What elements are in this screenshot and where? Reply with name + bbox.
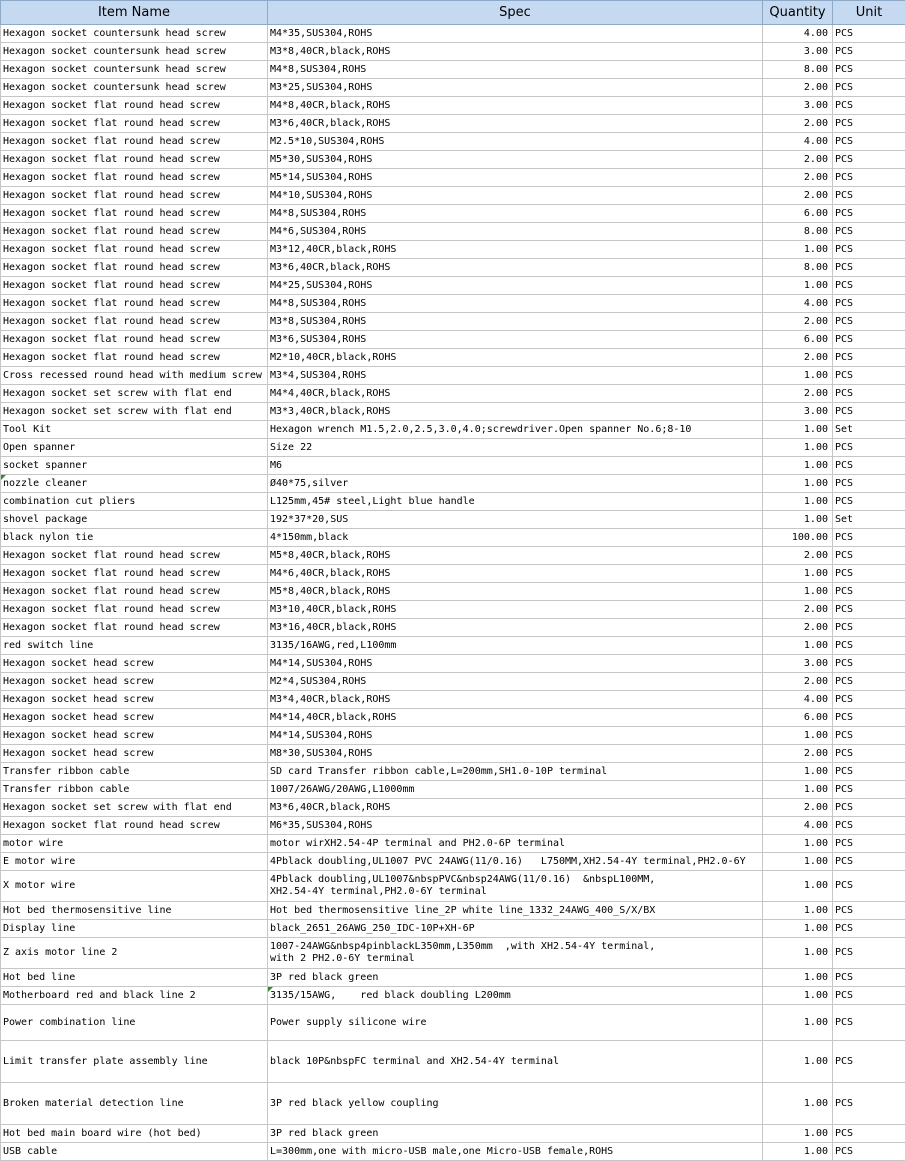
cell-unit[interactable]: PCS bbox=[833, 259, 905, 277]
cell-spec[interactable]: Power supply silicone wire bbox=[268, 1005, 763, 1041]
cell-unit[interactable]: PCS bbox=[833, 295, 905, 313]
cell-quantity[interactable]: 1.00 bbox=[763, 987, 833, 1005]
cell-spec[interactable]: M6*35,SUS304,ROHS bbox=[268, 817, 763, 835]
cell-item-name[interactable]: Hexagon socket flat round head screw bbox=[1, 241, 268, 259]
cell-item-name[interactable]: Hexagon socket flat round head screw bbox=[1, 349, 268, 367]
cell-unit[interactable]: PCS bbox=[833, 745, 905, 763]
cell-item-name[interactable]: Hexagon socket flat round head screw bbox=[1, 619, 268, 637]
cell-item-name[interactable]: Hexagon socket set screw with flat end bbox=[1, 799, 268, 817]
cell-item-name[interactable]: X motor wire bbox=[1, 871, 268, 902]
cell-unit[interactable]: PCS bbox=[833, 817, 905, 835]
cell-quantity[interactable]: 2.00 bbox=[763, 619, 833, 637]
table-row bbox=[1, 205, 905, 223]
cell-unit[interactable]: PCS bbox=[833, 655, 905, 673]
cell-spec[interactable]: M3*25,SUS304,ROHS bbox=[268, 79, 763, 97]
cell-spec[interactable]: M2*4,SUS304,ROHS bbox=[268, 673, 763, 691]
cell-item-name[interactable]: shovel package bbox=[1, 511, 268, 529]
table-row bbox=[1, 871, 905, 902]
cell-item-name[interactable]: Display line bbox=[1, 920, 268, 938]
cell-quantity[interactable]: 1.00 bbox=[763, 969, 833, 987]
cell-item-name[interactable]: Hexagon socket countersunk head screw bbox=[1, 43, 268, 61]
cell-spec[interactable]: 4Pblack doubling,UL1007&nbspPVC&nbsp24AWG(11/0.16) &nbspL100MM, XH2.54-4Y terminal,PH2.0-6Y terminal bbox=[268, 871, 763, 902]
table-row bbox=[1, 727, 905, 745]
cell-item-name[interactable]: Hexagon socket head screw bbox=[1, 727, 268, 745]
cell-quantity[interactable]: 1.00 bbox=[763, 781, 833, 799]
cell-item-name[interactable]: Broken material detection line bbox=[1, 1083, 268, 1125]
cell-quantity[interactable]: 2.00 bbox=[763, 169, 833, 187]
cell-item-name[interactable]: Hexagon socket flat round head screw bbox=[1, 133, 268, 151]
cell-item-name[interactable]: Hexagon socket head screw bbox=[1, 673, 268, 691]
header-unit[interactable]: Unit bbox=[833, 1, 905, 25]
table-row bbox=[1, 835, 905, 853]
cell-unit[interactable]: Set bbox=[833, 421, 905, 439]
table-row bbox=[1, 439, 905, 457]
cell-spec[interactable]: M4*6,40CR,black,ROHS bbox=[268, 565, 763, 583]
table-row bbox=[1, 637, 905, 655]
cell-quantity[interactable]: 4.00 bbox=[763, 133, 833, 151]
cell-unit[interactable]: PCS bbox=[833, 43, 905, 61]
cell-unit[interactable]: PCS bbox=[833, 169, 905, 187]
cell-quantity[interactable]: 1.00 bbox=[763, 1143, 833, 1161]
header-spec[interactable]: Spec bbox=[268, 1, 763, 25]
cell-quantity[interactable]: 8.00 bbox=[763, 259, 833, 277]
cell-quantity[interactable]: 1.00 bbox=[763, 439, 833, 457]
cell-spec[interactable]: Size 22 bbox=[268, 439, 763, 457]
cell-unit[interactable]: PCS bbox=[833, 565, 905, 583]
cell-item-name[interactable]: Motherboard red and black line 2 bbox=[1, 987, 268, 1005]
cell-spec[interactable]: SD card Transfer ribbon cable,L=200mm,SH1.0-10P terminal bbox=[268, 763, 763, 781]
table-row bbox=[1, 421, 905, 439]
cell-item-name[interactable]: Hexagon socket flat round head screw bbox=[1, 97, 268, 115]
table-row bbox=[1, 313, 905, 331]
cell-item-name[interactable]: USB cable bbox=[1, 1143, 268, 1161]
cell-spec[interactable]: Hexagon wrench M1.5,2.0,2.5,3.0,4.0;screwdriver.Open spanner No.6;8-10 bbox=[268, 421, 763, 439]
cell-item-name[interactable]: Hexagon socket flat round head screw bbox=[1, 169, 268, 187]
cell-item-name[interactable]: Z axis motor line 2 bbox=[1, 938, 268, 969]
table-row bbox=[1, 673, 905, 691]
cell-item-name[interactable]: Hexagon socket flat round head screw bbox=[1, 187, 268, 205]
cell-quantity[interactable]: 3.00 bbox=[763, 403, 833, 421]
cell-quantity[interactable]: 2.00 bbox=[763, 79, 833, 97]
cell-quantity[interactable]: 4.00 bbox=[763, 295, 833, 313]
table-row bbox=[1, 817, 905, 835]
cell-unit[interactable]: PCS bbox=[833, 151, 905, 169]
cell-unit[interactable]: PCS bbox=[833, 205, 905, 223]
cell-item-name[interactable]: Transfer ribbon cable bbox=[1, 781, 268, 799]
cell-item-name[interactable]: Hexagon socket countersunk head screw bbox=[1, 79, 268, 97]
cell-item-name[interactable]: Hexagon socket flat round head screw bbox=[1, 295, 268, 313]
cell-spec[interactable]: black_2651_26AWG_250_IDC-10P+XH-6P bbox=[268, 920, 763, 938]
cell-unit[interactable]: PCS bbox=[833, 969, 905, 987]
cell-unit[interactable]: PCS bbox=[833, 920, 905, 938]
cell-spec[interactable]: 192*37*20,SUS bbox=[268, 511, 763, 529]
cell-spec[interactable]: M3*6,40CR,black,ROHS bbox=[268, 259, 763, 277]
cell-quantity[interactable]: 1.00 bbox=[763, 920, 833, 938]
cell-spec[interactable]: M5*30,SUS304,ROHS bbox=[268, 151, 763, 169]
cell-quantity[interactable]: 1.00 bbox=[763, 1083, 833, 1125]
cell-spec[interactable]: M3*3,40CR,black,ROHS bbox=[268, 403, 763, 421]
cell-unit[interactable]: PCS bbox=[833, 1083, 905, 1125]
cell-unit[interactable]: PCS bbox=[833, 25, 905, 43]
table-row bbox=[1, 619, 905, 637]
cell-quantity[interactable]: 1.00 bbox=[763, 565, 833, 583]
table-row bbox=[1, 493, 905, 511]
cell-item-name[interactable]: Hexagon socket head screw bbox=[1, 655, 268, 673]
table-row bbox=[1, 385, 905, 403]
cell-item-name[interactable]: Hexagon socket flat round head screw bbox=[1, 583, 268, 601]
table-row bbox=[1, 529, 905, 547]
cell-unit[interactable]: PCS bbox=[833, 938, 905, 969]
cell-unit[interactable]: PCS bbox=[833, 1041, 905, 1083]
table-row bbox=[1, 43, 905, 61]
cell-item-name[interactable]: Hexagon socket set screw with flat end bbox=[1, 403, 268, 421]
cell-quantity[interactable]: 1.00 bbox=[763, 475, 833, 493]
cell-unit[interactable]: PCS bbox=[833, 619, 905, 637]
cell-quantity[interactable]: 1.00 bbox=[763, 1041, 833, 1083]
cell-unit[interactable]: PCS bbox=[833, 835, 905, 853]
cell-unit[interactable]: PCS bbox=[833, 871, 905, 902]
table-row bbox=[1, 259, 905, 277]
table-row bbox=[1, 781, 905, 799]
cell-spec[interactable]: M2*10,40CR,black,ROHS bbox=[268, 349, 763, 367]
cell-quantity[interactable]: 2.00 bbox=[763, 115, 833, 133]
cell-quantity[interactable]: 6.00 bbox=[763, 205, 833, 223]
cell-spec[interactable]: 3P red black green bbox=[268, 969, 763, 987]
cell-item-name[interactable]: Hexagon socket flat round head screw bbox=[1, 259, 268, 277]
cell-spec[interactable]: M3*12,40CR,black,ROHS bbox=[268, 241, 763, 259]
table-row bbox=[1, 987, 905, 1005]
cell-unit[interactable]: PCS bbox=[833, 457, 905, 475]
cell-quantity[interactable]: 1.00 bbox=[763, 637, 833, 655]
cell-quantity[interactable]: 2.00 bbox=[763, 349, 833, 367]
cell-quantity[interactable]: 3.00 bbox=[763, 97, 833, 115]
table-row bbox=[1, 331, 905, 349]
cell-item-name[interactable]: Hexagon socket flat round head screw bbox=[1, 115, 268, 133]
cell-unit[interactable]: PCS bbox=[833, 97, 905, 115]
cell-quantity[interactable]: 1.00 bbox=[763, 763, 833, 781]
cell-item-name[interactable]: Limit transfer plate assembly line bbox=[1, 1041, 268, 1083]
cell-spec[interactable]: M4*8,SUS304,ROHS bbox=[268, 61, 763, 79]
cell-spec[interactable]: M4*8,SUS304,ROHS bbox=[268, 295, 763, 313]
cell-spec[interactable]: 3135/16AWG,red,L100mm bbox=[268, 637, 763, 655]
cell-unit[interactable]: PCS bbox=[833, 115, 905, 133]
cell-quantity[interactable]: 1.00 bbox=[763, 583, 833, 601]
cell-unit[interactable]: PCS bbox=[833, 439, 905, 457]
cell-quantity[interactable]: 1.00 bbox=[763, 938, 833, 969]
cell-item-name[interactable]: Hexagon socket head screw bbox=[1, 691, 268, 709]
cell-item-name[interactable]: Hot bed thermosensitive line bbox=[1, 902, 268, 920]
cell-quantity[interactable]: 4.00 bbox=[763, 817, 833, 835]
cell-spec[interactable]: M3*10,40CR,black,ROHS bbox=[268, 601, 763, 619]
cell-quantity[interactable]: 1.00 bbox=[763, 902, 833, 920]
cell-spec[interactable]: M3*16,40CR,black,ROHS bbox=[268, 619, 763, 637]
cell-item-name[interactable]: Hexagon socket countersunk head screw bbox=[1, 61, 268, 79]
cell-item-name[interactable]: Hexagon socket flat round head screw bbox=[1, 151, 268, 169]
header-item-name[interactable]: Item Name bbox=[1, 1, 268, 25]
cell-item-name[interactable]: motor wire bbox=[1, 835, 268, 853]
cell-quantity[interactable]: 6.00 bbox=[763, 709, 833, 727]
cell-quantity[interactable]: 100.00 bbox=[763, 529, 833, 547]
table-row bbox=[1, 79, 905, 97]
cell-quantity[interactable]: 8.00 bbox=[763, 223, 833, 241]
table-row bbox=[1, 151, 905, 169]
cell-spec[interactable]: M5*8,40CR,black,ROHS bbox=[268, 583, 763, 601]
table-row bbox=[1, 709, 905, 727]
cell-unit[interactable]: Set bbox=[833, 511, 905, 529]
cell-item-name[interactable]: Hexagon socket flat round head screw bbox=[1, 601, 268, 619]
table-row bbox=[1, 691, 905, 709]
cell-item-name[interactable]: Hexagon socket countersunk head screw bbox=[1, 25, 268, 43]
cell-unit[interactable]: PCS bbox=[833, 853, 905, 871]
cell-quantity[interactable]: 4.00 bbox=[763, 25, 833, 43]
cell-spec[interactable]: M3*8,40CR,black,ROHS bbox=[268, 43, 763, 61]
cell-spec[interactable]: motor wirXH2.54-4P terminal and PH2.0-6P terminal bbox=[268, 835, 763, 853]
cell-spec[interactable]: M4*8,40CR,black,ROHS bbox=[268, 97, 763, 115]
cell-unit[interactable]: PCS bbox=[833, 133, 905, 151]
cell-spec[interactable]: M2.5*10,SUS304,ROHS bbox=[268, 133, 763, 151]
cell-quantity[interactable]: 1.00 bbox=[763, 421, 833, 439]
table-row bbox=[1, 902, 905, 920]
cell-quantity[interactable]: 1.00 bbox=[763, 367, 833, 385]
table-row bbox=[1, 277, 905, 295]
cell-spec[interactable]: L125mm,45# steel,Light blue handle bbox=[268, 493, 763, 511]
table-row bbox=[1, 25, 905, 43]
cell-item-name[interactable]: Hexagon socket flat round head screw bbox=[1, 277, 268, 295]
cell-spec[interactable]: Hot bed thermosensitive line_2P white line_1332_24AWG_400_S/X/BX bbox=[268, 902, 763, 920]
table-body bbox=[1, 25, 905, 1161]
table-row bbox=[1, 241, 905, 259]
cell-spec[interactable]: M3*6,40CR,black,ROHS bbox=[268, 115, 763, 133]
cell-quantity[interactable]: 1.00 bbox=[763, 511, 833, 529]
table-row bbox=[1, 601, 905, 619]
cell-spec[interactable]: M3*8,SUS304,ROHS bbox=[268, 313, 763, 331]
table-row bbox=[1, 223, 905, 241]
header-row bbox=[1, 1, 905, 25]
cell-unit[interactable]: PCS bbox=[833, 187, 905, 205]
table-row bbox=[1, 511, 905, 529]
cell-item-name[interactable]: red switch line bbox=[1, 637, 268, 655]
cell-spec[interactable]: M4*4,40CR,black,ROHS bbox=[268, 385, 763, 403]
cell-item-name[interactable]: E motor wire bbox=[1, 853, 268, 871]
cell-item-name[interactable]: Hexagon socket flat round head screw bbox=[1, 313, 268, 331]
table-row bbox=[1, 97, 905, 115]
cell-quantity[interactable]: 1.00 bbox=[763, 493, 833, 511]
cell-unit[interactable]: PCS bbox=[833, 1005, 905, 1041]
table-row bbox=[1, 920, 905, 938]
cell-item-name[interactable]: nozzle cleaner bbox=[1, 475, 268, 493]
table-row bbox=[1, 169, 905, 187]
cell-unit[interactable]: PCS bbox=[833, 529, 905, 547]
table-row bbox=[1, 1143, 905, 1161]
header-quantity[interactable]: Quantity bbox=[763, 1, 833, 25]
cell-spec[interactable]: 3135/15AWG, red black doubling L200mm bbox=[268, 987, 763, 1005]
cell-item-name[interactable]: Tool Kit bbox=[1, 421, 268, 439]
cell-quantity[interactable]: 3.00 bbox=[763, 43, 833, 61]
cell-spec[interactable]: M4*14,SUS304,ROHS bbox=[268, 655, 763, 673]
cell-quantity[interactable]: 2.00 bbox=[763, 673, 833, 691]
cell-spec[interactable]: 3P red black yellow coupling bbox=[268, 1083, 763, 1125]
cell-unit[interactable]: PCS bbox=[833, 601, 905, 619]
table-row bbox=[1, 763, 905, 781]
cell-unit[interactable]: PCS bbox=[833, 475, 905, 493]
cell-quantity[interactable]: 1.00 bbox=[763, 871, 833, 902]
cell-item-name[interactable]: black nylon tie bbox=[1, 529, 268, 547]
cell-quantity[interactable]: 2.00 bbox=[763, 151, 833, 169]
cell-item-name[interactable]: Hexagon socket flat round head screw bbox=[1, 817, 268, 835]
cell-quantity[interactable]: 2.00 bbox=[763, 601, 833, 619]
cell-quantity[interactable]: 1.00 bbox=[763, 1005, 833, 1041]
cell-spec[interactable]: M4*14,40CR,black,ROHS bbox=[268, 709, 763, 727]
cell-spec[interactable]: 3P red black green bbox=[268, 1125, 763, 1143]
cell-spec[interactable]: 1007/26AWG/20AWG,L1000mm bbox=[268, 781, 763, 799]
cell-quantity[interactable]: 2.00 bbox=[763, 745, 833, 763]
cell-item-name[interactable]: socket spanner bbox=[1, 457, 268, 475]
cell-unit[interactable]: PCS bbox=[833, 493, 905, 511]
table-row bbox=[1, 61, 905, 79]
table-row bbox=[1, 457, 905, 475]
cell-unit[interactable]: PCS bbox=[833, 673, 905, 691]
cell-unit[interactable]: PCS bbox=[833, 902, 905, 920]
cell-unit[interactable]: PCS bbox=[833, 727, 905, 745]
cell-unit[interactable]: PCS bbox=[833, 763, 905, 781]
cell-quantity[interactable]: 1.00 bbox=[763, 277, 833, 295]
cell-unit[interactable]: PCS bbox=[833, 277, 905, 295]
cell-quantity[interactable]: 1.00 bbox=[763, 1125, 833, 1143]
table-row bbox=[1, 1083, 905, 1125]
table-row bbox=[1, 853, 905, 871]
cell-quantity[interactable]: 2.00 bbox=[763, 385, 833, 403]
cell-item-name[interactable]: Hexagon socket head screw bbox=[1, 745, 268, 763]
table-row bbox=[1, 349, 905, 367]
cell-unit[interactable]: PCS bbox=[833, 403, 905, 421]
cell-unit[interactable]: PCS bbox=[833, 331, 905, 349]
cell-unit[interactable]: PCS bbox=[833, 1125, 905, 1143]
cell-item-name[interactable]: Hot bed line bbox=[1, 969, 268, 987]
table-row bbox=[1, 547, 905, 565]
table-row bbox=[1, 475, 905, 493]
cell-spec[interactable]: 1007-24AWG&nbsp4pinblackL350mm,L350mm ,with XH2.54-4Y terminal, with 2 PH2.0-6Y terminal bbox=[268, 938, 763, 969]
table-row bbox=[1, 133, 905, 151]
table-row bbox=[1, 115, 905, 133]
cell-spec[interactable]: L=300mm,one with micro-USB male,one Micro-USB female,ROHS bbox=[268, 1143, 763, 1161]
cell-item-name[interactable]: Hexagon socket head screw bbox=[1, 709, 268, 727]
cell-spec[interactable]: M3*6,SUS304,ROHS bbox=[268, 331, 763, 349]
cell-spec[interactable]: M5*8,40CR,black,ROHS bbox=[268, 547, 763, 565]
table-row bbox=[1, 1041, 905, 1083]
cell-item-name[interactable]: Open spanner bbox=[1, 439, 268, 457]
table-row bbox=[1, 403, 905, 421]
cell-unit[interactable]: PCS bbox=[833, 547, 905, 565]
cell-item-name[interactable]: Hexagon socket flat round head screw bbox=[1, 565, 268, 583]
cell-unit[interactable]: PCS bbox=[833, 241, 905, 259]
cell-unit[interactable]: PCS bbox=[833, 781, 905, 799]
table-row bbox=[1, 565, 905, 583]
cell-spec[interactable]: M3*4,40CR,black,ROHS bbox=[268, 691, 763, 709]
cell-quantity[interactable]: 2.00 bbox=[763, 187, 833, 205]
table-row bbox=[1, 583, 905, 601]
cell-item-name[interactable]: Transfer ribbon cable bbox=[1, 763, 268, 781]
cell-unit[interactable]: PCS bbox=[833, 987, 905, 1005]
cell-item-name[interactable]: Power combination line bbox=[1, 1005, 268, 1041]
cell-unit[interactable]: PCS bbox=[833, 349, 905, 367]
cell-unit[interactable]: PCS bbox=[833, 61, 905, 79]
table-row bbox=[1, 969, 905, 987]
cell-spec[interactable]: Ø40*75,silver bbox=[268, 475, 763, 493]
cell-quantity[interactable]: 4.00 bbox=[763, 691, 833, 709]
cell-quantity[interactable]: 6.00 bbox=[763, 331, 833, 349]
cell-quantity[interactable]: 1.00 bbox=[763, 853, 833, 871]
table-row bbox=[1, 1005, 905, 1041]
cell-quantity[interactable]: 1.00 bbox=[763, 457, 833, 475]
cell-unit[interactable]: PCS bbox=[833, 691, 905, 709]
cell-unit[interactable]: PCS bbox=[833, 709, 905, 727]
cell-quantity[interactable]: 1.00 bbox=[763, 241, 833, 259]
cell-spec[interactable]: black 10P&nbspFC terminal and XH2.54-4Y terminal bbox=[268, 1041, 763, 1083]
table-row bbox=[1, 799, 905, 817]
cell-quantity[interactable]: 1.00 bbox=[763, 727, 833, 745]
table-row bbox=[1, 187, 905, 205]
cell-spec[interactable]: M4*14,SUS304,ROHS bbox=[268, 727, 763, 745]
cell-spec[interactable]: M8*30,SUS304,ROHS bbox=[268, 745, 763, 763]
cell-quantity[interactable]: 1.00 bbox=[763, 835, 833, 853]
cell-spec[interactable]: M4*8,SUS304,ROHS bbox=[268, 205, 763, 223]
cell-item-name[interactable]: combination cut pliers bbox=[1, 493, 268, 511]
cell-spec[interactable]: M4*25,SUS304,ROHS bbox=[268, 277, 763, 295]
cell-unit[interactable]: PCS bbox=[833, 583, 905, 601]
table-row bbox=[1, 367, 905, 385]
cell-spec[interactable]: M5*14,SUS304,ROHS bbox=[268, 169, 763, 187]
cell-spec[interactable]: M4*10,SUS304,ROHS bbox=[268, 187, 763, 205]
table-row bbox=[1, 295, 905, 313]
table-row bbox=[1, 1125, 905, 1143]
cell-spec[interactable]: M3*6,40CR,black,ROHS bbox=[268, 799, 763, 817]
cell-item-name[interactable]: Hexagon socket flat round head screw bbox=[1, 331, 268, 349]
cell-unit[interactable]: PCS bbox=[833, 637, 905, 655]
cell-spec[interactable]: M4*35,SUS304,ROHS bbox=[268, 25, 763, 43]
cell-unit[interactable]: PCS bbox=[833, 799, 905, 817]
cell-quantity[interactable]: 8.00 bbox=[763, 61, 833, 79]
cell-unit[interactable]: PCS bbox=[833, 223, 905, 241]
cell-item-name[interactable]: Hexagon socket flat round head screw bbox=[1, 547, 268, 565]
cell-spec[interactable]: M3*4,SUS304,ROHS bbox=[268, 367, 763, 385]
cell-item-name[interactable]: Hexagon socket set screw with flat end bbox=[1, 385, 268, 403]
cell-quantity[interactable]: 2.00 bbox=[763, 547, 833, 565]
cell-item-name[interactable]: Hexagon socket flat round head screw bbox=[1, 205, 268, 223]
cell-unit[interactable]: PCS bbox=[833, 79, 905, 97]
cell-item-name[interactable]: Hexagon socket flat round head screw bbox=[1, 223, 268, 241]
cell-quantity[interactable]: 3.00 bbox=[763, 655, 833, 673]
table-row bbox=[1, 655, 905, 673]
cell-spec[interactable]: M6 bbox=[268, 457, 763, 475]
cell-spec[interactable]: 4Pblack doubling,UL1007 PVC 24AWG(11/0.16) L750MM,XH2.54-4Y terminal,PH2.0-6Y bbox=[268, 853, 763, 871]
cell-unit[interactable]: PCS bbox=[833, 313, 905, 331]
table-row bbox=[1, 745, 905, 763]
table-row bbox=[1, 938, 905, 969]
cell-spec[interactable]: M4*6,SUS304,ROHS bbox=[268, 223, 763, 241]
cell-quantity[interactable]: 2.00 bbox=[763, 313, 833, 331]
cell-unit[interactable]: PCS bbox=[833, 385, 905, 403]
cell-quantity[interactable]: 2.00 bbox=[763, 799, 833, 817]
cell-unit[interactable]: PCS bbox=[833, 367, 905, 385]
cell-unit[interactable]: PCS bbox=[833, 1143, 905, 1161]
cell-item-name[interactable]: Cross recessed round head with medium screw bbox=[1, 367, 268, 385]
cell-spec[interactable]: 4*150mm,black bbox=[268, 529, 763, 547]
cell-item-name[interactable]: Hot bed main board wire (hot bed) bbox=[1, 1125, 268, 1143]
